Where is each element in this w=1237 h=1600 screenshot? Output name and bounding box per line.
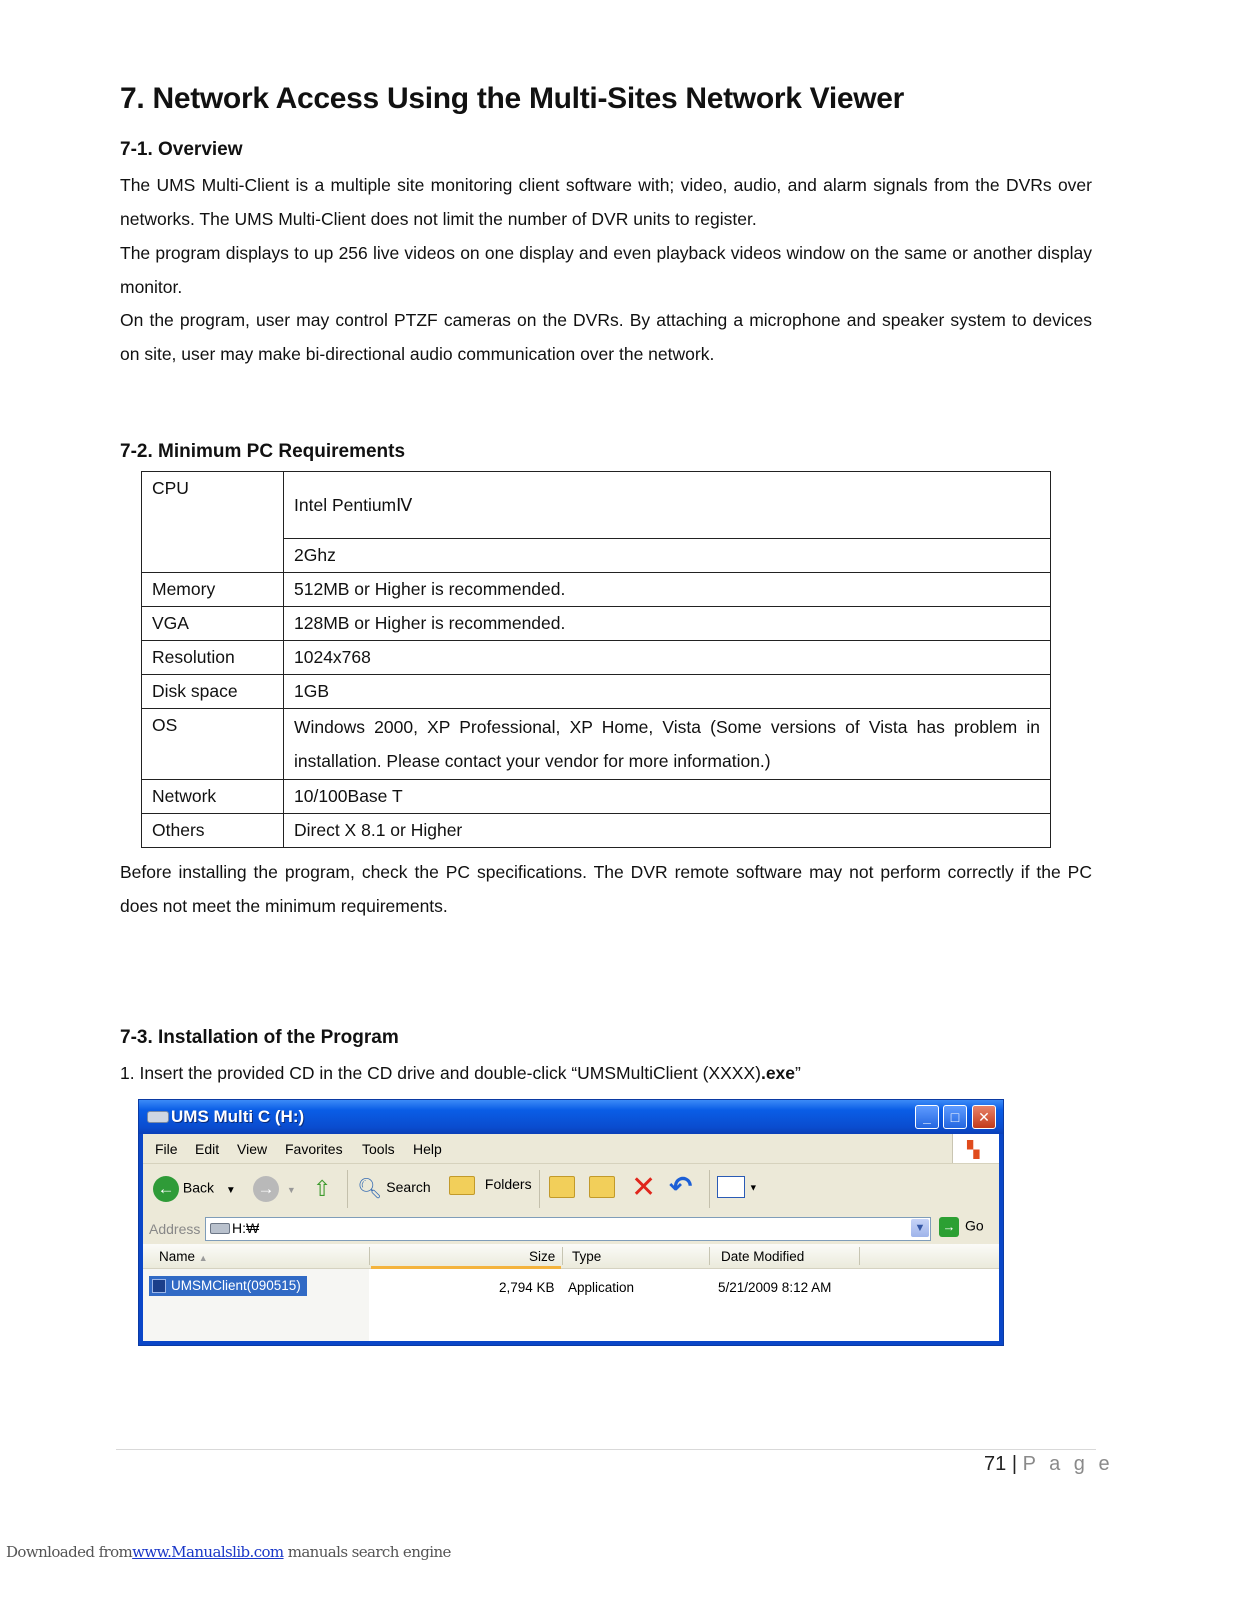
- requirements-table: [141, 471, 1051, 848]
- views-dropdown-icon: ▼: [748, 1182, 758, 1193]
- column-header: [143, 1244, 999, 1269]
- forward-dropdown-icon: ▼: [286, 1184, 296, 1195]
- footer-divider: [116, 1449, 1096, 1450]
- maximize-button[interactable]: □: [943, 1105, 967, 1129]
- step-1-extension: .exe: [760, 1063, 796, 1083]
- page-number-value: 71: [984, 1453, 1007, 1475]
- toolbar-separator: [347, 1170, 348, 1208]
- file-size: 2,794 KB: [499, 1280, 555, 1295]
- requirement-value: 10/100Base T: [284, 780, 1051, 814]
- menu-tools[interactable]: Tools: [362, 1141, 395, 1157]
- go-arrow-icon: →: [939, 1217, 959, 1237]
- up-folder-icon: ⇧: [313, 1176, 332, 1201]
- requirement-key: Others: [142, 814, 284, 848]
- table-row: [142, 709, 1051, 780]
- folders-icon: [449, 1176, 475, 1195]
- menu-help[interactable]: Help: [413, 1141, 442, 1157]
- window-title: UMS Multi C (H:): [171, 1107, 305, 1126]
- toolbar-separator: [709, 1170, 710, 1208]
- address-input[interactable]: [205, 1217, 931, 1241]
- table-row: [142, 675, 1051, 709]
- step-1-text: 1. Insert the provided CD in the CD drive and double-click “UMSMultiClient (XXXX): [120, 1063, 761, 1083]
- menu-bar: [143, 1134, 999, 1164]
- file-date-modified: 5/21/2009 8:12 AM: [718, 1280, 832, 1295]
- menu-file[interactable]: File: [155, 1141, 178, 1157]
- installation-heading: 7-3. Installation of the Program: [120, 1027, 399, 1048]
- minimize-button[interactable]: _: [915, 1105, 939, 1129]
- cd-drive-icon: [147, 1111, 169, 1123]
- delete-x-icon: ✕: [631, 1171, 657, 1204]
- forward-button[interactable]: [253, 1176, 296, 1202]
- address-bar: [143, 1214, 999, 1244]
- forward-arrow-icon: →: [253, 1176, 279, 1202]
- table-row: [142, 814, 1051, 848]
- requirement-key: Resolution: [142, 641, 284, 675]
- page-label: P a g e: [1022, 1453, 1114, 1475]
- title-bar[interactable]: [139, 1100, 1003, 1134]
- search-label: Search: [386, 1179, 431, 1196]
- requirements-note: Before installing the program, check the PC specifications. The DVR remote software may not perform correctly if the PC does not meet the minimum requirements.: [120, 862, 1092, 916]
- requirement-value: 2Ghz: [284, 539, 1051, 573]
- requirement-key: OS: [142, 709, 284, 780]
- folders-button[interactable]: [449, 1176, 532, 1195]
- table-row: [142, 472, 1051, 539]
- application-icon: [152, 1279, 166, 1293]
- requirement-key: Disk space: [142, 675, 284, 709]
- toolbar: [143, 1164, 999, 1215]
- page-number: [984, 1453, 1114, 1476]
- move-to-folder-icon: [549, 1176, 575, 1198]
- overview-paragraph-1: The UMS Multi-Client is a multiple site monitoring client software with; video, audio, and alarm signals from the DVRs over networks. The UMS Multi-Client does not limit the number of DVR units to register.: [120, 175, 1092, 229]
- address-dropdown-icon[interactable]: ▼: [911, 1219, 929, 1237]
- requirement-value: 128MB or Higher is recommended.: [284, 607, 1051, 641]
- column-divider[interactable]: [562, 1247, 563, 1265]
- table-row: [142, 573, 1051, 607]
- page-number-separator: |: [1011, 1453, 1018, 1475]
- overview-heading: 7-1. Overview: [120, 139, 243, 160]
- installation-step-1: [120, 1056, 1120, 1090]
- requirement-value: Intel PentiumⅣ: [284, 472, 1051, 539]
- requirement-value: 1024x768: [284, 641, 1051, 675]
- address-label: Address: [149, 1221, 201, 1237]
- column-divider[interactable]: [369, 1247, 370, 1265]
- requirement-value: Direct X 8.1 or Higher: [284, 814, 1051, 848]
- undo-button[interactable]: [669, 1170, 692, 1203]
- back-label: Back: [182, 1179, 215, 1196]
- windows-logo-icon: ▚: [952, 1134, 999, 1163]
- up-folder-button[interactable]: [313, 1176, 331, 1202]
- menu-edit[interactable]: Edit: [195, 1141, 220, 1157]
- requirement-value: Windows 2000, XP Professional, XP Home, Vista (Some versions of Vista has problem in installation. Please contact your vendor for more information.): [284, 709, 1051, 780]
- back-arrow-icon: ←: [153, 1176, 179, 1202]
- delete-button[interactable]: [631, 1170, 656, 1205]
- requirement-key: Network: [142, 780, 284, 814]
- column-name[interactable]: Name ▲: [159, 1249, 208, 1264]
- overview-paragraph-3: On the program, user may control PTZF cameras on the DVRs. By attaching a microphone and speaker system to devices on site, user may make bi-directional audio communication over the network.: [120, 310, 1092, 364]
- address-value: H:₩: [232, 1220, 260, 1236]
- download-notice: [6, 1543, 451, 1561]
- column-date-modified[interactable]: Date Modified: [721, 1249, 805, 1264]
- copy-to-folder-icon: [589, 1176, 615, 1198]
- undo-icon: ↶: [669, 1171, 693, 1202]
- file-type: Application: [568, 1280, 635, 1295]
- sort-ascending-icon: ▲: [198, 1253, 208, 1263]
- views-icon: [717, 1176, 745, 1198]
- menu-view[interactable]: View: [237, 1141, 268, 1157]
- download-suffix: manuals search engine: [283, 1543, 451, 1561]
- page-title: 7. Network Access Using the Multi-Sites Network Viewer: [120, 82, 905, 115]
- requirements-heading: 7-2. Minimum PC Requirements: [120, 441, 406, 462]
- go-label: Go: [965, 1217, 984, 1234]
- download-prefix: Downloaded from: [6, 1543, 133, 1561]
- file-list: [143, 1244, 999, 1341]
- back-button[interactable]: [153, 1176, 236, 1202]
- overview-paragraph-2: The program displays to up 256 live videos on one display and even playback videos window on the same or another display monitor.: [120, 243, 1092, 297]
- copy-to-button[interactable]: [589, 1176, 615, 1198]
- manualslib-link[interactable]: www.Manualslib.com: [132, 1543, 284, 1561]
- requirement-key: Memory: [142, 573, 284, 607]
- toolbar-separator: [539, 1170, 540, 1208]
- search-button[interactable]: [357, 1176, 431, 1201]
- step-1-close-quote: ”: [795, 1063, 801, 1083]
- file-name: UMSMClient(090515): [171, 1278, 301, 1293]
- requirement-key: VGA: [142, 607, 284, 641]
- table-row: [142, 780, 1051, 814]
- table-row: [142, 607, 1051, 641]
- go-button[interactable]: [939, 1217, 984, 1237]
- move-to-button[interactable]: [549, 1176, 575, 1198]
- views-button[interactable]: [717, 1176, 758, 1198]
- column-type[interactable]: Type: [572, 1249, 602, 1264]
- back-dropdown-icon[interactable]: ▼: [225, 1184, 236, 1196]
- search-icon: 🔍︎: [357, 1178, 383, 1200]
- column-size[interactable]: Size: [529, 1249, 556, 1264]
- column-divider[interactable]: [859, 1247, 860, 1265]
- folders-label: Folders: [484, 1176, 532, 1193]
- table-row: [142, 641, 1051, 675]
- requirement-value: 512MB or Higher is recommended.: [284, 573, 1051, 607]
- sort-indicator: [371, 1266, 561, 1269]
- column-divider[interactable]: [709, 1247, 710, 1265]
- requirement-value: 1GB: [284, 675, 1051, 709]
- drive-icon: [210, 1223, 230, 1234]
- menu-favorites[interactable]: Favorites: [285, 1141, 343, 1157]
- close-button[interactable]: ✕: [972, 1105, 996, 1129]
- requirement-key: CPU: [142, 472, 284, 573]
- explorer-window: [138, 1099, 1004, 1346]
- file-item-selected[interactable]: [149, 1276, 307, 1296]
